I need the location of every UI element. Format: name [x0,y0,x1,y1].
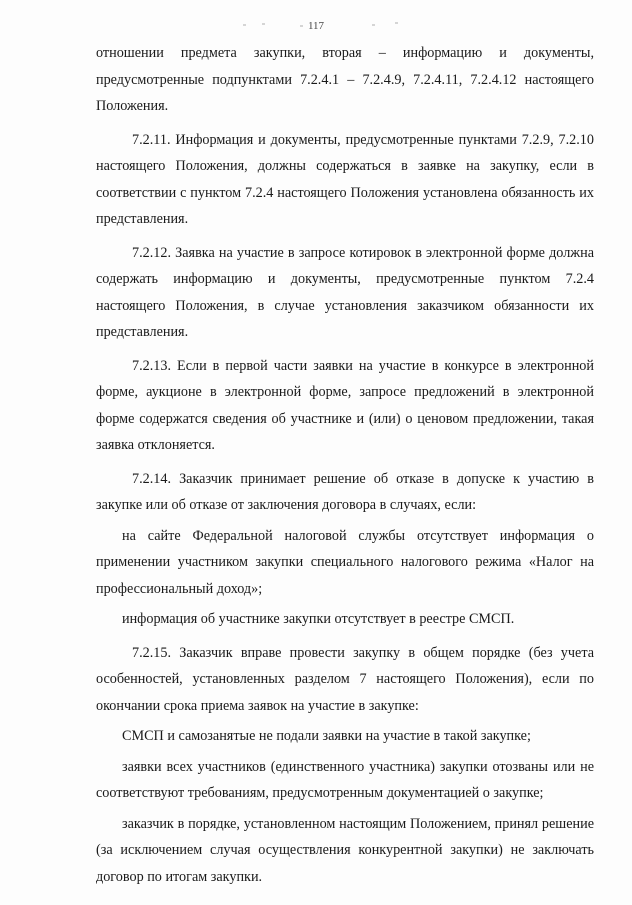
paragraph-7-2-11: 7.2.11. Информация и документы, предусмотренные пунктами 7.2.9, 7.2.10 настоящего Положения, должны содержаться в заявке на закупку, если в соответствии с пунктом 7.2.4 настоящего Положения установлена обязанность их представления. [96,131,594,227]
paragraph-7-2-13: 7.2.13. Если в первой части заявки на участие в конкурсе в электронной форме, аукционе в электронной форме, запросе предложений в электронной форме содержатся сведения об участнике и (или) о ценовом предложении, такая заявка отклоняется. [96,357,594,453]
scan-artifact [372,24,375,26]
paragraph-7-2-12: 7.2.12. Заявка на участие в запросе котировок в электронной форме должна содержать информацию и документы, предусмотренные пунктом 7.2.4 настоящего Положения, в случае установления заказчиком обязанности их представления. [96,244,594,340]
paragraph-7-2-14: 7.2.14. Заказчик принимает решение об отказе в допуске к участию в закупке или об отказе от заключения договора в случаях, если: [96,470,594,513]
list-item: заказчик в порядке, установленном настоящим Положением, принял решение (за исключением случая осуществления конкурентной закупки) не заключать договор по итогам закупки. [96,815,594,885]
list-item: на сайте Федеральной налоговой службы отсутствует информация о применении участником закупки специального налогового режима «Налог на профессиональный доход»; [96,527,594,597]
paragraph-7-2-15: 7.2.15. Заказчик вправе провести закупку в общем порядке (без учета особенностей, установленных разделом 7 настоящего Положения), если по окончании срока приема заявок на участие в закупке: [96,644,594,714]
scan-artifact [395,22,398,24]
paragraph-continuation: отношении предмета закупки, вторая – информацию и документы, предусмотренные подпунктами 7.2.4.1 – 7.2.4.9, 7.2.4.11, 7.2.4.12 настоящего Положения. [96,45,594,114]
page-number: 117 [307,20,325,32]
list-item: СМСП и самозанятые не подали заявки на участие в такой закупке; [122,728,531,744]
document-body [96,40,594,890]
scan-artifact [300,25,303,27]
scan-artifact [243,24,246,26]
list-item: заявки всех участников (единственного участника) закупки отозваны или не соответствуют требованиям, предусмотренным документацией о закупке; [96,758,594,801]
scan-artifact [262,23,265,25]
list-item: информация об участнике закупки отсутствует в реестре СМСП. [122,611,515,627]
